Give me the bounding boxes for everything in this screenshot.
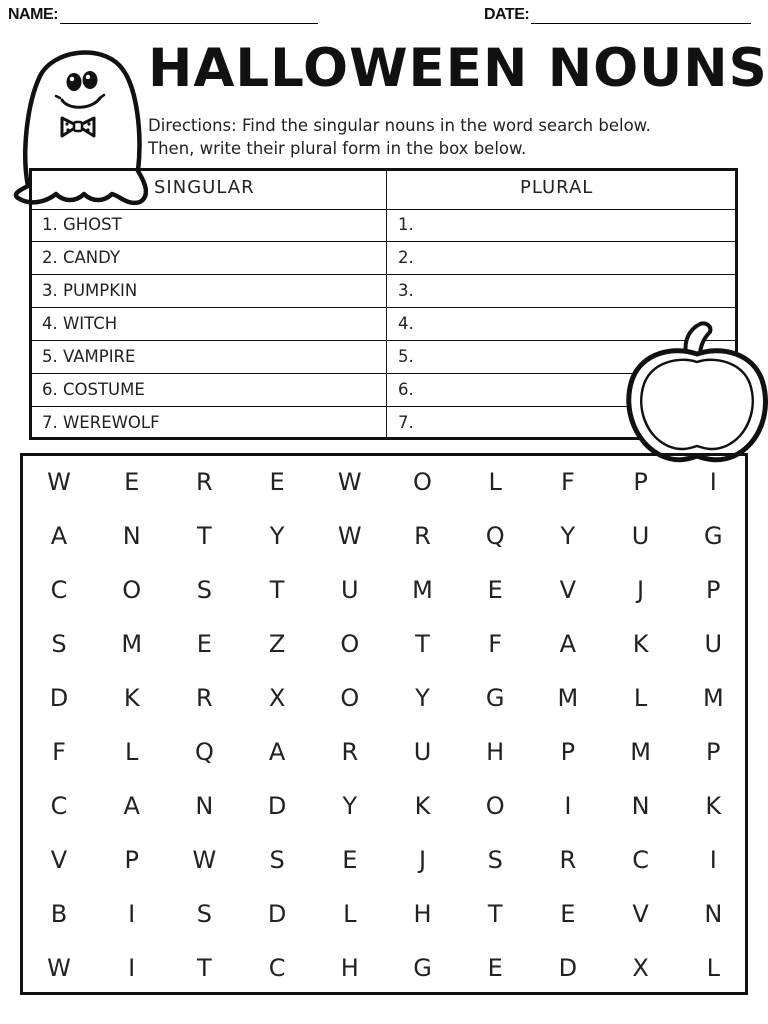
name-label: NAME: <box>8 6 58 23</box>
grid-letter[interactable]: M <box>557 684 579 712</box>
grid-letter[interactable]: Y <box>415 684 430 712</box>
grid-letter[interactable]: L <box>633 684 648 712</box>
grid-letter[interactable]: P <box>706 576 721 604</box>
grid-letter[interactable]: C <box>268 954 286 982</box>
column-divider <box>386 171 387 437</box>
grid-letter[interactable]: I <box>128 900 136 928</box>
grid-letter[interactable]: S <box>269 846 285 874</box>
grid-letter[interactable]: W <box>47 468 71 496</box>
grid-letter[interactable]: E <box>124 468 140 496</box>
grid-letter[interactable]: O <box>340 684 360 712</box>
grid-letter[interactable]: M <box>702 684 724 712</box>
grid-letter[interactable]: L <box>488 468 502 496</box>
grid-letter[interactable]: H <box>486 738 505 766</box>
grid-letter[interactable]: D <box>49 684 69 712</box>
grid-letter[interactable]: N <box>631 792 650 820</box>
grid-letter[interactable]: X <box>632 954 649 982</box>
grid-letter[interactable]: F <box>488 630 503 658</box>
grid-letter[interactable]: R <box>341 738 359 766</box>
grid-letter[interactable]: L <box>706 954 720 982</box>
singular-cell: 4. WITCH <box>42 314 118 333</box>
word-search-grid[interactable] <box>20 453 748 995</box>
grid-letter[interactable]: D <box>267 900 287 928</box>
directions-line-1: Directions: Find the singular nouns in the word search below. <box>148 116 651 135</box>
grid-letter[interactable]: A <box>50 522 68 550</box>
grid-letter[interactable]: K <box>414 792 431 820</box>
grid-letter[interactable]: C <box>632 846 649 874</box>
grid-letter[interactable]: V <box>50 846 68 874</box>
grid-letter[interactable]: I <box>564 792 572 820</box>
grid-letter[interactable]: R <box>559 846 577 874</box>
grid-letter[interactable]: K <box>705 792 722 820</box>
grid-letter[interactable]: U <box>413 738 432 766</box>
grid-letter[interactable]: F <box>52 738 66 766</box>
table-row <box>32 209 735 242</box>
grid-letter[interactable]: S <box>51 630 67 658</box>
grid-letter[interactable]: S <box>487 846 503 874</box>
page-title: HALLOWEEN NOUNS <box>148 38 768 99</box>
grid-letter[interactable]: H <box>340 954 359 982</box>
grid-letter[interactable]: Y <box>560 522 576 550</box>
grid-letter[interactable]: T <box>487 900 503 928</box>
plural-header: PLURAL <box>520 177 594 198</box>
grid-letter[interactable]: S <box>196 576 212 604</box>
grid-letter[interactable]: T <box>197 522 212 550</box>
grid-letter[interactable]: E <box>487 954 503 982</box>
grid-letter[interactable]: N <box>704 900 723 928</box>
directions-text <box>148 114 728 160</box>
singular-cell: 7. WEREWOLF <box>42 413 160 432</box>
grid-letter[interactable]: E <box>269 468 285 496</box>
grid-letter[interactable]: T <box>197 954 212 982</box>
grid-letter[interactable]: O <box>122 576 142 604</box>
grid-letter[interactable]: C <box>50 792 68 820</box>
grid-letter[interactable]: I <box>709 468 717 496</box>
plural-cell[interactable]: 5. <box>398 347 414 366</box>
grid-letter[interactable]: A <box>559 630 577 658</box>
table-row <box>32 275 735 308</box>
grid-letter[interactable]: O <box>340 630 360 658</box>
grid-letter[interactable]: P <box>124 846 139 874</box>
plural-cell[interactable]: 7. <box>398 413 414 432</box>
grid-letter[interactable]: K <box>632 630 649 658</box>
grid-letter[interactable]: I <box>128 954 136 982</box>
table-row <box>32 242 735 275</box>
grid-letter[interactable]: G <box>703 522 723 550</box>
grid-letter[interactable]: V <box>632 900 649 928</box>
grid-letter[interactable]: M <box>121 630 143 658</box>
grid-letter[interactable]: W <box>337 522 362 550</box>
grid-letter[interactable]: E <box>342 846 358 874</box>
grid-letter[interactable]: X <box>268 684 286 712</box>
name-line[interactable] <box>60 9 318 24</box>
grid-letter[interactable]: T <box>415 630 430 658</box>
grid-letter[interactable]: P <box>560 738 576 766</box>
plural-cell[interactable]: 6. <box>398 380 414 399</box>
date-line[interactable] <box>531 9 751 24</box>
grid-letter[interactable]: R <box>414 522 431 550</box>
grid-letter[interactable]: W <box>337 468 362 496</box>
singular-cell: 6. COSTUME <box>42 380 145 399</box>
table-header-row <box>32 171 735 210</box>
grid-letter[interactable]: D <box>267 792 287 820</box>
grid-letter[interactable]: E <box>196 630 212 658</box>
singular-cell: 1. GHOST <box>42 215 122 234</box>
grid-letter[interactable]: Y <box>269 522 285 550</box>
grid-letter[interactable]: M <box>630 738 651 766</box>
grid-letter[interactable]: Y <box>342 792 358 820</box>
grid-letter[interactable]: H <box>413 900 432 928</box>
grid-letter[interactable]: O <box>413 468 432 496</box>
date-label: DATE: <box>484 6 530 23</box>
grid-letter[interactable]: L <box>343 900 357 928</box>
grid-letter[interactable]: W <box>192 846 217 874</box>
plural-cell[interactable]: 3. <box>398 281 414 300</box>
grid-letter[interactable]: A <box>268 738 286 766</box>
grid-letter[interactable]: J <box>418 846 427 874</box>
pumpkin-icon <box>624 318 768 468</box>
grid-letter[interactable]: T <box>269 576 285 604</box>
grid-letter[interactable]: Q <box>194 738 214 766</box>
grid-letter[interactable]: Q <box>485 522 505 550</box>
singular-header: SINGULAR <box>154 177 255 198</box>
date-field[interactable] <box>484 6 751 24</box>
grid-letter[interactable]: P <box>706 738 721 766</box>
grid-letter[interactable]: G <box>413 954 432 982</box>
grid-letter[interactable]: M <box>412 576 433 604</box>
grid-letter[interactable]: C <box>50 576 68 604</box>
grid-letter[interactable]: U <box>704 630 723 658</box>
grid-letter[interactable]: W <box>47 954 71 982</box>
directions-line-2: Then, write their plural form in the box below. <box>148 139 527 158</box>
grid-letter[interactable]: S <box>196 900 212 928</box>
grid-letter[interactable]: G <box>485 684 505 712</box>
grid-letter[interactable]: I <box>709 846 717 874</box>
grid-letter[interactable]: A <box>123 792 140 820</box>
grid-letter[interactable]: R <box>196 468 213 496</box>
name-field[interactable] <box>8 6 318 24</box>
grid-letter[interactable]: U <box>631 522 650 550</box>
grid-letter[interactable]: Z <box>268 630 286 658</box>
grid-letter[interactable]: V <box>559 576 577 604</box>
grid-letter[interactable]: K <box>123 684 140 712</box>
grid-letter[interactable]: U <box>341 576 359 604</box>
grid-letter[interactable]: P <box>633 468 648 496</box>
plural-cell[interactable]: 2. <box>398 248 414 267</box>
grid-letter[interactable]: D <box>558 954 578 982</box>
grid-letter[interactable]: R <box>196 684 213 712</box>
grid-letter[interactable]: E <box>487 576 503 604</box>
plural-cell[interactable]: 4. <box>398 314 414 333</box>
grid-letter[interactable]: N <box>122 522 141 550</box>
grid-letter[interactable]: B <box>50 900 68 928</box>
grid-letter[interactable]: N <box>195 792 214 820</box>
singular-cell: 2. CANDY <box>42 248 121 267</box>
plural-cell[interactable]: 1. <box>398 215 414 234</box>
grid-letter[interactable]: O <box>485 792 505 820</box>
singular-cell: 5. VAMPIRE <box>42 347 136 366</box>
singular-cell: 3. PUMPKIN <box>42 281 138 300</box>
grid-letter[interactable]: F <box>560 468 575 496</box>
grid-letter[interactable]: J <box>637 576 645 604</box>
grid-letter[interactable]: L <box>125 738 139 766</box>
grid-letter[interactable]: E <box>560 900 576 928</box>
